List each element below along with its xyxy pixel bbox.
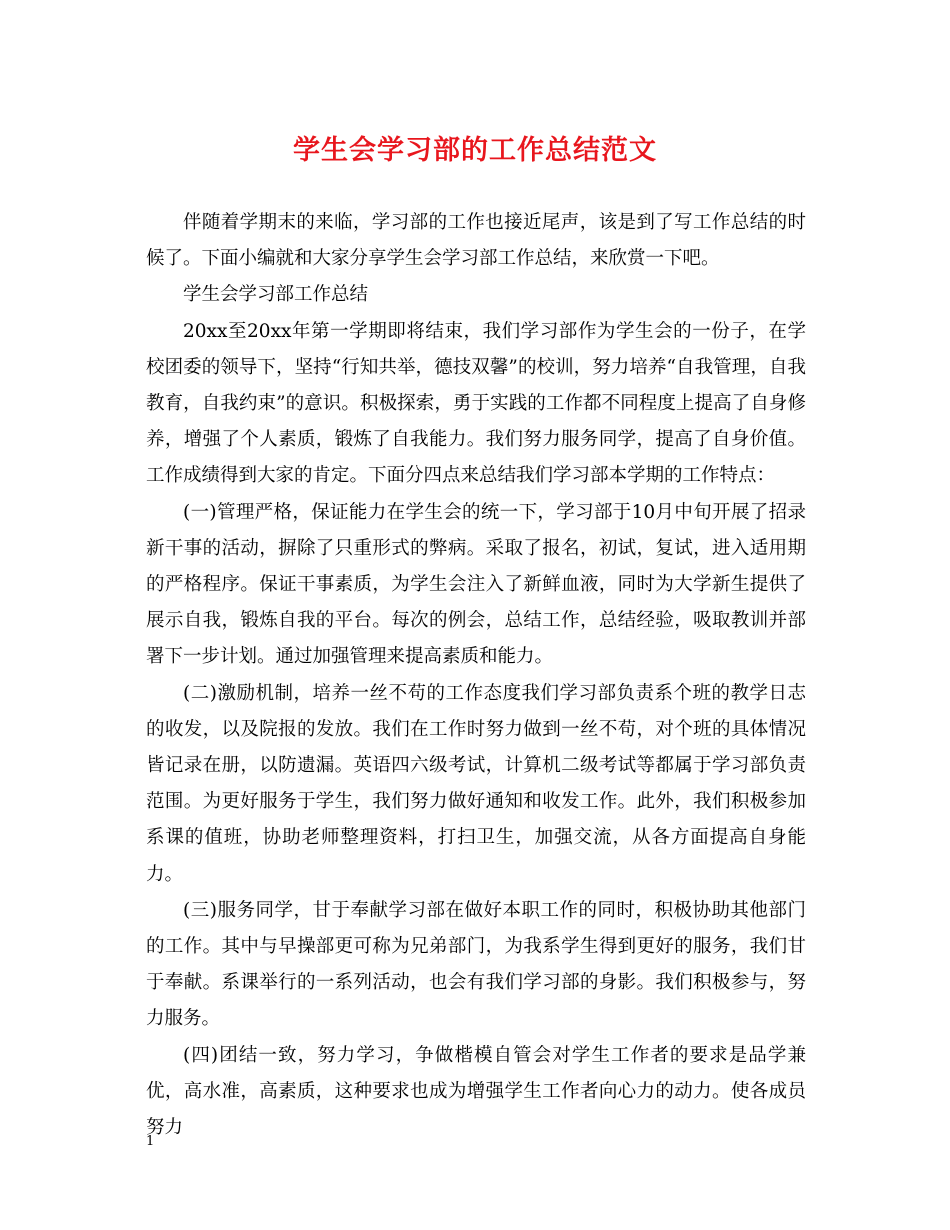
section-heading: 学生会学习部工作总结 [183, 284, 369, 306]
page-number: 1 [146, 1134, 155, 1149]
point-four-paragraph: (四)团结一致，努力学习，争做楷模自管会对学生工作者的要求是品学兼优，高水准，高素质，这种要求也成为增强学生工作者向心力的动力。使各成员努力 [146, 1044, 806, 1139]
intro-paragraph: 伴随着学期末的来临，学习部的工作也接近尾声，该是到了写工作总结的时候了。下面小编就和大家分享学生会学习部工作总结，来欣赏一下吧。 [146, 212, 806, 270]
point-two-paragraph: (二)激励机制，培养一丝不苟的工作态度我们学习部负责系个班的教学日志的收发，以及院报的发放。我们在工作时努力做到一丝不苟，对个班的具体情况皆记录在册，以防遗漏。英语四六级考试，计算机二级考试等都属于学习部负责范围。为更好服务于学生，我们努力做好通知和收发工作。此外，我们积极参加系课的值班，协助老师整理资料，打扫卫生，加强交流，从各方面提高自身能力。 [146, 682, 806, 885]
document-body [146, 205, 806, 1146]
point-three-paragraph: (三)服务同学，甘于奉献学习部在做好本职工作的同时，积极协助其他部门的工作。其中与早操部更可称为兄弟部门，为我系学生得到更好的服务，我们甘于奉献。系课举行的一系列活动，也会有我们学习部的身影。我们积极参与，努力服务。 [146, 899, 806, 1030]
document-title: 学生会学习部的工作总结范文 [293, 135, 657, 166]
overview-paragraph: 20xx至20xx年第一学期即将结束，我们学习部作为学生会的一份子，在学校团委的领导下，坚持“行知共举，德技双馨”的校训，努力培养“自我管理，自我教育，自我约束”的意识。积极探索，勇于实践的工作都不同程度上提高了自身修养，增强了个人素质，锻炼了自我能力。我们努力服务同学，提高了自身价值。工作成绩得到大家的肯定。下面分四点来总结我们学习部本学期的工作特点： [146, 320, 806, 487]
point-one-paragraph: (一)管理严格，保证能力在学生会的统一下，学习部于10月中旬开展了招录新干事的活动，摒除了只重形式的弊病。采取了报名，初试，复试，进入适用期的严格程序。保证干事素质，为学生会注入了新鲜血液，同时为大学新生提供了展示自我，锻炼自我的平台。每次的例会，总结工作，总结经验，吸取教训并部署下一步计划。通过加强管理来提高素质和能力。 [146, 501, 806, 668]
